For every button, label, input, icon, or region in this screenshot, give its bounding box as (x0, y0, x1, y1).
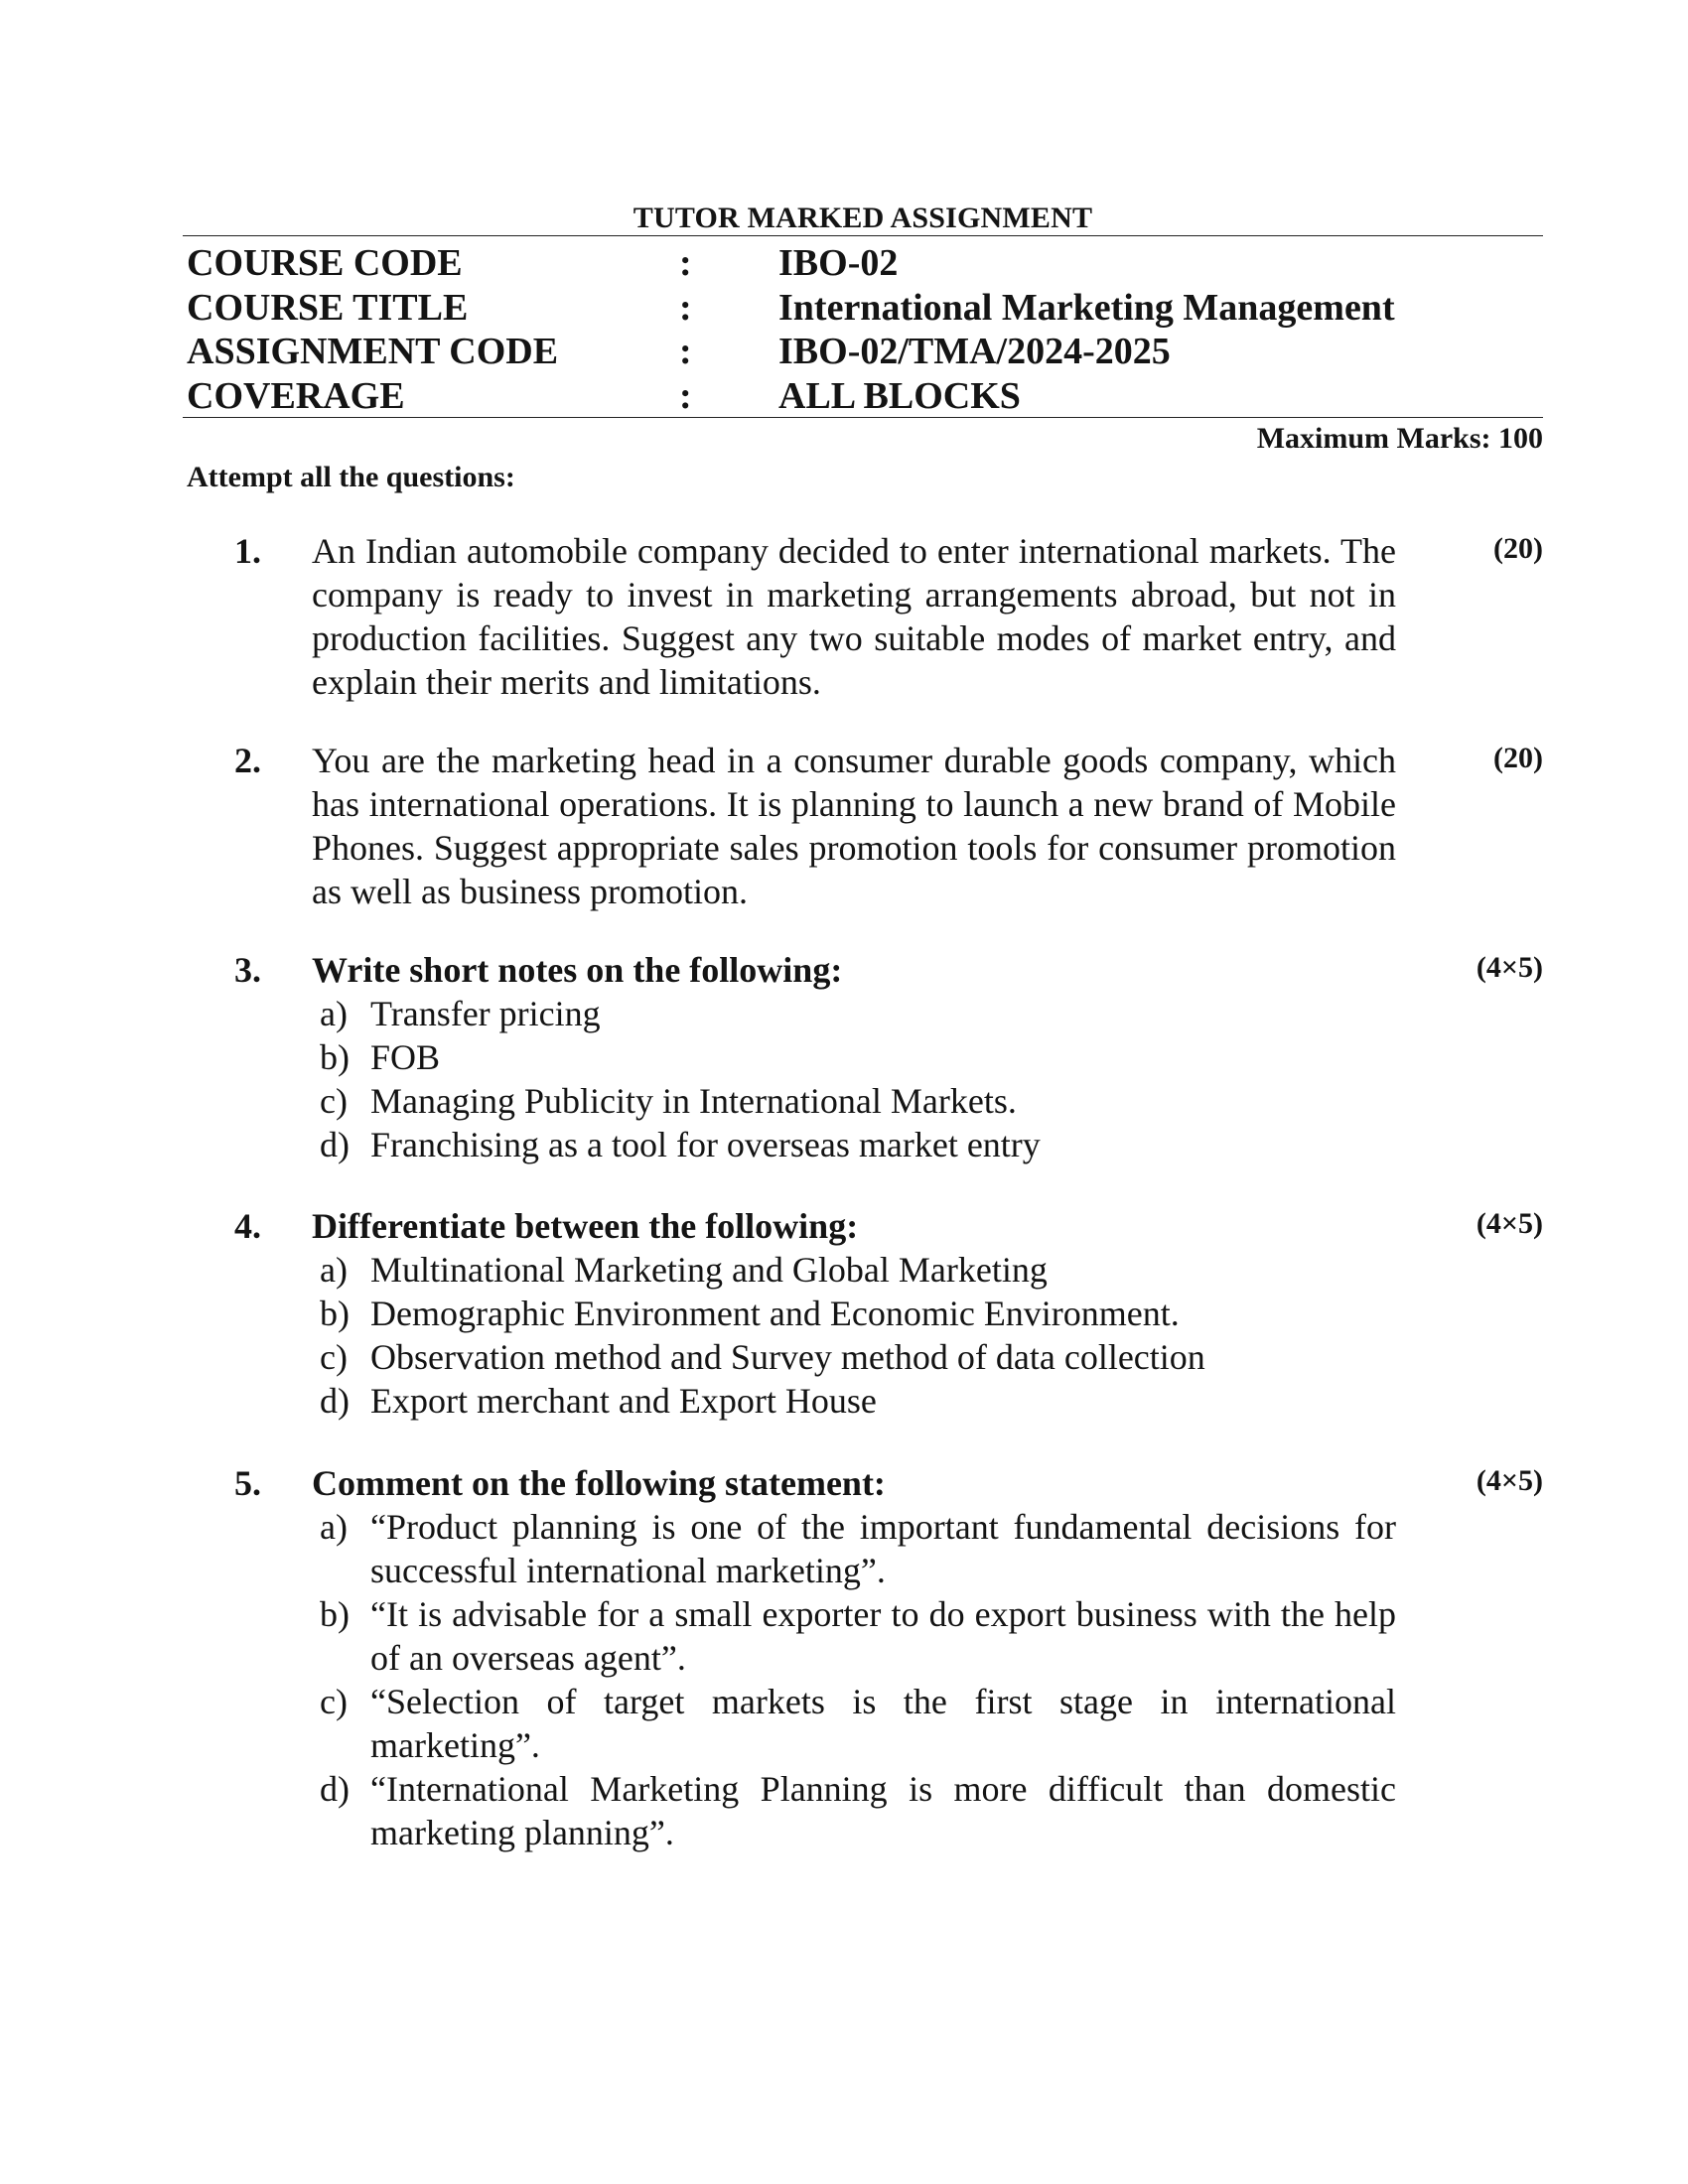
coverage-separator: : (679, 374, 692, 417)
course-code-row (187, 241, 1543, 286)
sub-question-letter: a) (320, 994, 348, 1033)
sub-question (312, 1248, 1396, 1292)
sub-question (312, 1292, 1396, 1335)
question-heading: Differentiate between the following: (312, 1206, 859, 1246)
maximum-marks: Maximum Marks: 100 (1256, 422, 1543, 455)
sub-question-text: “It is advisable for a small exporter to do export business with the help of an overseas agent”. (370, 1594, 1396, 1678)
course-title-label: COURSE TITLE (187, 286, 469, 329)
coverage-value: ALL BLOCKS (778, 374, 1021, 417)
sub-question-text: Export merchant and Export House (370, 1381, 877, 1421)
sub-question (312, 1123, 1396, 1166)
sub-question-list (312, 992, 1396, 1166)
sub-question (312, 1079, 1396, 1123)
course-code-label: COURSE CODE (187, 242, 463, 284)
sub-question-letter: d) (320, 1769, 350, 1809)
instruction-text: Attempt all the questions: (187, 461, 515, 493)
question-content (312, 1204, 1396, 1423)
sub-question (312, 992, 1396, 1035)
sub-question-letter: c) (320, 1337, 348, 1377)
assignment-code-value: IBO-02/TMA/2024-2025 (778, 331, 1171, 372)
sub-question-list (312, 1505, 1396, 1854)
course-title-value: International Marketing Management (778, 286, 1395, 329)
sub-question-text: “Product planning is one of the important fundamental decisions for successful international marketing”. (370, 1507, 1396, 1590)
coverage-row (187, 374, 1543, 419)
sub-question-text: Observation method and Survey method of data collection (370, 1337, 1205, 1377)
sub-question-text: FOB (370, 1037, 441, 1077)
sub-question-text: Managing Publicity in International Markets. (370, 1081, 1017, 1121)
course-title-separator: : (679, 286, 692, 329)
assignment-code-row (187, 330, 1543, 374)
assignment-code-label: ASSIGNMENT CODE (187, 331, 559, 372)
question-marks: (4×5) (1476, 1464, 1543, 1497)
question-content (312, 1461, 1396, 1854)
question-number: 3. (234, 950, 261, 990)
question-marks: (4×5) (1476, 1207, 1543, 1240)
sub-question-letter: c) (320, 1682, 348, 1721)
sub-question-letter: a) (320, 1250, 348, 1290)
document-title: TUTOR MARKED ASSIGNMENT (633, 202, 1093, 234)
question-heading: Write short notes on the following: (312, 950, 843, 990)
header-top-rule (183, 235, 1543, 236)
sub-question-text: Franchising as a tool for overseas market entry (370, 1125, 1041, 1164)
sub-question-letter: d) (320, 1125, 350, 1164)
course-code-separator: : (679, 242, 692, 284)
sub-question-list (312, 1248, 1396, 1423)
question-number: 1. (234, 531, 261, 571)
course-code-value: IBO-02 (778, 242, 899, 284)
question-heading: Comment on the following statement: (312, 1463, 886, 1503)
sub-question (312, 1680, 1396, 1767)
question-number: 5. (234, 1463, 261, 1503)
header-bottom-rule (183, 417, 1543, 418)
question-content (312, 948, 1396, 1166)
sub-question-letter: b) (320, 1294, 350, 1333)
sub-question (312, 1592, 1396, 1680)
sub-question-letter: c) (320, 1081, 348, 1121)
sub-question (312, 1335, 1396, 1379)
sub-question (312, 1505, 1396, 1592)
question-marks: (4×5) (1476, 951, 1543, 984)
question-text: You are the marketing head in a consumer durable goods company, which has international operations. It is planning to launch a new brand of Mobile Phones. Suggest appropriate sales promotion tools for consumer promotion as well as business promotion. (312, 741, 1396, 911)
sub-question (312, 1767, 1396, 1854)
sub-question-text: Multinational Marketing and Global Marketing (370, 1250, 1048, 1290)
sub-question-text: Demographic Environment and Economic Environment. (370, 1294, 1180, 1333)
coverage-label: COVERAGE (187, 374, 405, 417)
question-number: 4. (234, 1206, 261, 1246)
question-number: 2. (234, 741, 261, 780)
question-marks: (20) (1493, 532, 1543, 565)
course-info-table (187, 241, 1543, 418)
sub-question (312, 1379, 1396, 1423)
assignment-code-separator: : (679, 331, 692, 372)
sub-question-letter: a) (320, 1507, 348, 1547)
sub-question-letter: b) (320, 1037, 350, 1077)
sub-question (312, 1035, 1396, 1079)
sub-question-text: Transfer pricing (370, 994, 601, 1033)
sub-question-letter: b) (320, 1594, 350, 1634)
sub-question-text: “Selection of target markets is the first stage in international marketing”. (370, 1682, 1396, 1765)
course-title-row (187, 286, 1543, 331)
sub-question-text: “International Marketing Planning is more difficult than domestic marketing planning”. (370, 1769, 1396, 1852)
question-text: An Indian automobile company decided to enter international markets. The company is ready to invest in marketing arrangements abroad, but not in production facilities. Suggest any two suitable modes of market entry, and explain their merits and limitations. (312, 531, 1396, 702)
sub-question-letter: d) (320, 1381, 350, 1421)
question-marks: (20) (1493, 742, 1543, 774)
